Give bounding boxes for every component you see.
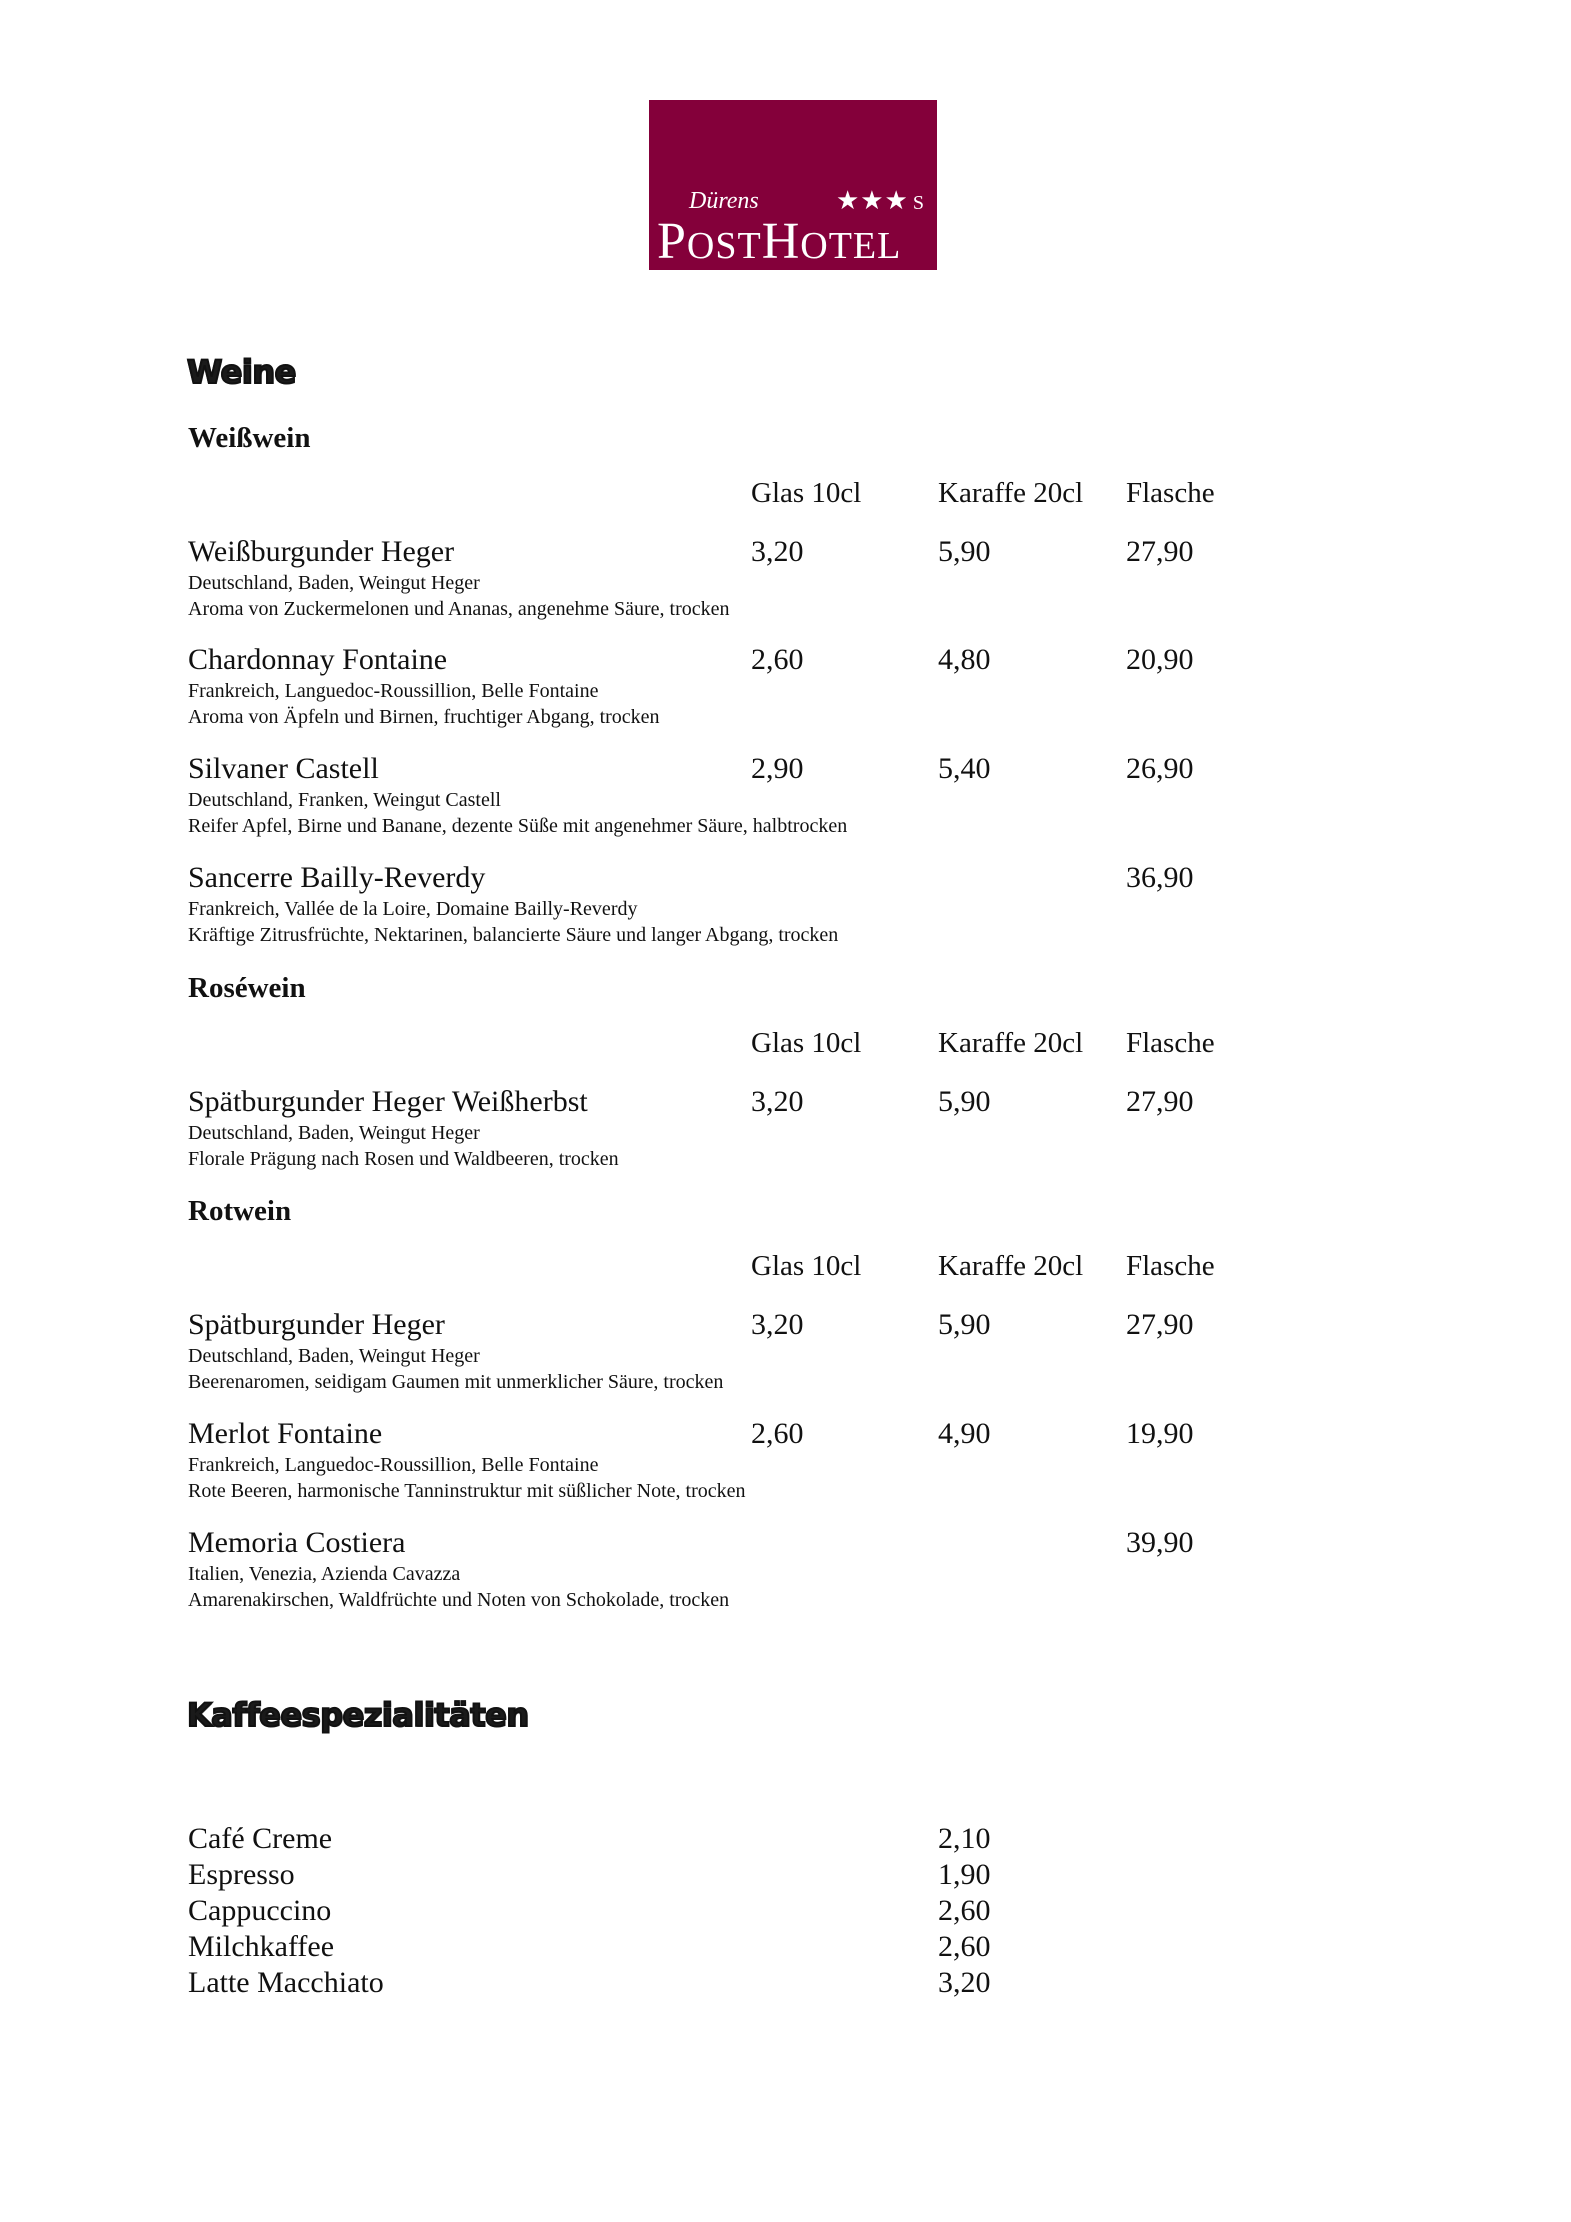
wine-name: Memoria Costiera bbox=[188, 1526, 406, 1559]
column-header-flasche: Flasche bbox=[1126, 1250, 1215, 1282]
wine-name: Merlot Fontaine bbox=[188, 1417, 383, 1450]
coffee-price: 2,10 bbox=[938, 1822, 991, 1855]
section-title-rotwein: Rotwein bbox=[188, 1195, 292, 1227]
price-karaffe: 4,80 bbox=[938, 643, 991, 676]
wine-name: Weißburgunder Heger bbox=[188, 535, 455, 568]
wine-name: Spätburgunder Heger bbox=[188, 1308, 445, 1341]
coffee-name: Café Creme bbox=[188, 1822, 333, 1855]
wine-origin: Deutschland, Baden, Weingut Heger bbox=[188, 1122, 480, 1144]
wine-origin: Deutschland, Baden, Weingut Heger bbox=[188, 572, 480, 594]
coffee-name: Cappuccino bbox=[188, 1894, 332, 1927]
price-flasche: 27,90 bbox=[1126, 535, 1194, 568]
section-title-kaffee: Kaffeespezialitäten bbox=[187, 1696, 529, 1734]
wine-notes: Rote Beeren, harmonische Tanninstruktur mit süßlicher Note, trocken bbox=[188, 1480, 746, 1502]
wine-origin: Deutschland, Franken, Weingut Castell bbox=[188, 789, 501, 811]
wine-notes: Beerenaromen, seidigam Gaumen mit unmerklicher Säure, trocken bbox=[188, 1371, 724, 1393]
section-title-rosewein: Roséwein bbox=[188, 972, 306, 1004]
logo-text-durens: Dürens bbox=[689, 188, 759, 214]
price-flasche: 27,90 bbox=[1126, 1308, 1194, 1341]
coffee-price: 3,20 bbox=[938, 1966, 991, 1999]
wine-notes: Florale Prägung nach Rosen und Waldbeeren, trocken bbox=[188, 1148, 619, 1170]
price-glas: 3,20 bbox=[751, 1085, 804, 1118]
price-flasche: 27,90 bbox=[1126, 1085, 1194, 1118]
coffee-price: 2,60 bbox=[938, 1894, 991, 1927]
coffee-price: 2,60 bbox=[938, 1930, 991, 1963]
hotel-logo bbox=[649, 100, 937, 270]
wine-origin: Deutschland, Baden, Weingut Heger bbox=[188, 1345, 480, 1367]
column-header-glas: Glas 10cl bbox=[751, 477, 862, 509]
coffee-price: 1,90 bbox=[938, 1858, 991, 1891]
wine-origin: Frankreich, Vallée de la Loire, Domaine Bailly-Reverdy bbox=[188, 898, 638, 920]
price-flasche: 26,90 bbox=[1126, 752, 1194, 785]
coffee-name: Espresso bbox=[188, 1858, 295, 1891]
wine-origin: Italien, Venezia, Azienda Cavazza bbox=[188, 1563, 461, 1585]
price-flasche: 36,90 bbox=[1126, 861, 1194, 894]
price-karaffe: 5,40 bbox=[938, 752, 991, 785]
price-glas: 2,60 bbox=[751, 1417, 804, 1450]
price-glas: 3,20 bbox=[751, 535, 804, 568]
wine-name: Spätburgunder Heger Weißherbst bbox=[188, 1085, 588, 1118]
wine-origin: Frankreich, Languedoc-Roussillion, Belle Fontaine bbox=[188, 1454, 599, 1476]
wine-notes: Reifer Apfel, Birne und Banane, dezente Süße mit angenehmer Säure, halbtrocken bbox=[188, 815, 848, 837]
price-glas: 3,20 bbox=[751, 1308, 804, 1341]
price-karaffe: 5,90 bbox=[938, 1085, 991, 1118]
column-header-karaffe: Karaffe 20cl bbox=[938, 1027, 1084, 1059]
wine-name: Silvaner Castell bbox=[188, 752, 379, 785]
column-header-flasche: Flasche bbox=[1126, 1027, 1215, 1059]
price-glas: 2,90 bbox=[751, 752, 804, 785]
price-karaffe: 4,90 bbox=[938, 1417, 991, 1450]
price-flasche: 20,90 bbox=[1126, 643, 1194, 676]
wine-notes: Aroma von Äpfeln und Birnen, fruchtiger Abgang, trocken bbox=[188, 706, 660, 728]
wine-notes: Aroma von Zuckermelonen und Ananas, angenehme Säure, trocken bbox=[188, 598, 730, 620]
price-flasche: 19,90 bbox=[1126, 1417, 1194, 1450]
column-header-glas: Glas 10cl bbox=[751, 1250, 862, 1282]
price-karaffe: 5,90 bbox=[938, 535, 991, 568]
logo-stars-suffix: S bbox=[912, 192, 925, 214]
column-header-karaffe: Karaffe 20cl bbox=[938, 1250, 1084, 1282]
coffee-name: Milchkaffee bbox=[188, 1930, 335, 1963]
section-title-weisswein: Weißwein bbox=[188, 422, 311, 454]
price-glas: 2,60 bbox=[751, 643, 804, 676]
section-title-weine: Weine bbox=[187, 353, 296, 391]
wine-origin: Frankreich, Languedoc-Roussillion, Belle Fontaine bbox=[188, 680, 599, 702]
wine-name: Chardonnay Fontaine bbox=[188, 643, 448, 676]
logo-text-posthotel: POSTHOTEL bbox=[657, 213, 902, 270]
price-karaffe: 5,90 bbox=[938, 1308, 991, 1341]
coffee-name: Latte Macchiato bbox=[188, 1966, 384, 1999]
price-flasche: 39,90 bbox=[1126, 1526, 1194, 1559]
star-rating-icon: ★★★ bbox=[835, 186, 909, 215]
column-header-flasche: Flasche bbox=[1126, 477, 1215, 509]
wine-name: Sancerre Bailly-Reverdy bbox=[188, 861, 486, 894]
column-header-glas: Glas 10cl bbox=[751, 1027, 862, 1059]
column-header-karaffe: Karaffe 20cl bbox=[938, 477, 1084, 509]
wine-notes: Kräftige Zitrusfrüchte, Nektarinen, balancierte Säure und langer Abgang, trocken bbox=[188, 924, 839, 946]
wine-notes: Amarenakirschen, Waldfrüchte und Noten von Schokolade, trocken bbox=[188, 1589, 730, 1611]
